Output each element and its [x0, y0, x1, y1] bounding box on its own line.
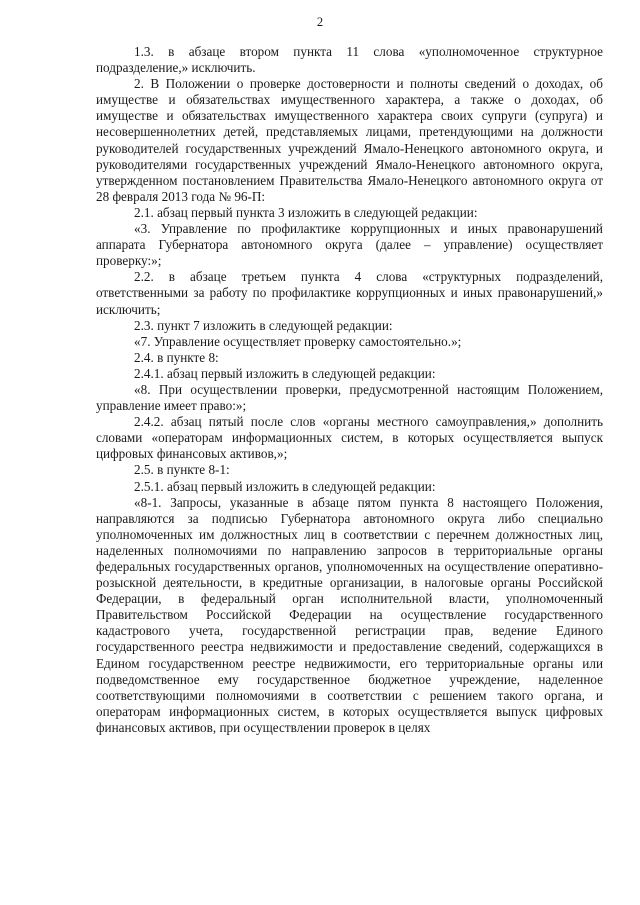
document-body [96, 44, 603, 736]
paragraph-8-1-quote: «8-1. Запросы, указанные в абзаце пятом пункта 8 настоящего Положения, направляются за подписью Губернатора автономного округа либо специально уполномоченных им должностных лиц в соответствии с перечнем должностных лиц, наделенных полномочиями по направлению запросов в территориальные органы федеральных государственных органов, уполномоченных на осуществление оперативно-розыскной деятельности, в кредитные организации, в налоговые органы Российской Федерации, в федеральный орган исполнительной власти, уполномоченный Правительством Российской Федерации на осуществление государственного кадастрового учета, государственной регистрации прав, ведение Единого государственного реестра недвижимости и предоставление сведений, содержащихся в Едином государственном реестре недвижимости, его территориальные органы или подведомственное ему государственное бюджетное учреждение, наделенное соответствующими полномочиями в соответствии с решением такого органа, и операторам информационных систем, в которых осуществляется выпуск цифровых финансовых активов, при осуществлении проверок в целях [96, 494, 603, 735]
paragraph-2-5: 2.5. в пункте 8-1: [134, 462, 230, 478]
paragraph-2-1-quote: «3. Управление по профилактике коррупционных и иных правонарушений аппарата Губернатора автономного округа (далее – управление) осуществляет проверку:»; [96, 221, 603, 269]
paragraph-2-4-1: 2.4.1. абзац первый изложить в следующей редакции: [134, 365, 436, 381]
paragraph-2-4-1-quote: «8. При осуществлении проверки, предусмотренной настоящим Положением, управление имеет право:»; [96, 381, 603, 414]
paragraph-2-5-1: 2.5.1. абзац первый изложить в следующей редакции: [134, 478, 436, 494]
paragraph-2-4-2: 2.4.2. абзац пятый после слов «органы местного самоуправления,» дополнить словами «операторам информационных систем, в которых осуществляется выпуск цифровых финансовых активов,»; [96, 414, 603, 462]
paragraph-2: 2. В Положении о проверке достоверности и полноты сведений о доходах, об имуществе и обязательствах имущественного характера, а также о доходах, об имуществе и обязательствах имущественного характера своих супруги (супруга) и несовершеннолетних детей, представляемых лицами, претендующими на должности руководителей государственных учреждений Ямало-Ненецкого автономного округа, и руководителями государственных учреждений Ямало-Ненецкого автономного округа, утвержденном постановлением Правительства Ямало-Ненецкого автономного округа от 28 февраля 2013 года № 96-П: [96, 76, 603, 204]
paragraph-2-4: 2.4. в пункте 8: [134, 349, 219, 365]
paragraph-2-3-quote: «7. Управление осуществляет проверку самостоятельно.»; [134, 333, 462, 349]
paragraph-2-3: 2.3. пункт 7 изложить в следующей редакции: [134, 317, 393, 333]
paragraph-1-3: 1.3. в абзаце втором пункта 11 слова «уполномоченное структурное подразделение,» исключить. [96, 44, 603, 76]
paragraph-2-2: 2.2. в абзаце третьем пункта 4 слова «структурных подразделений, ответственными за работу по профилактике коррупционных и иных правонарушений,» исключить; [96, 269, 603, 317]
paragraph-2-1: 2.1. абзац первый пункта 3 изложить в следующей редакции: [134, 204, 478, 220]
page-number: 2 [316, 15, 324, 29]
